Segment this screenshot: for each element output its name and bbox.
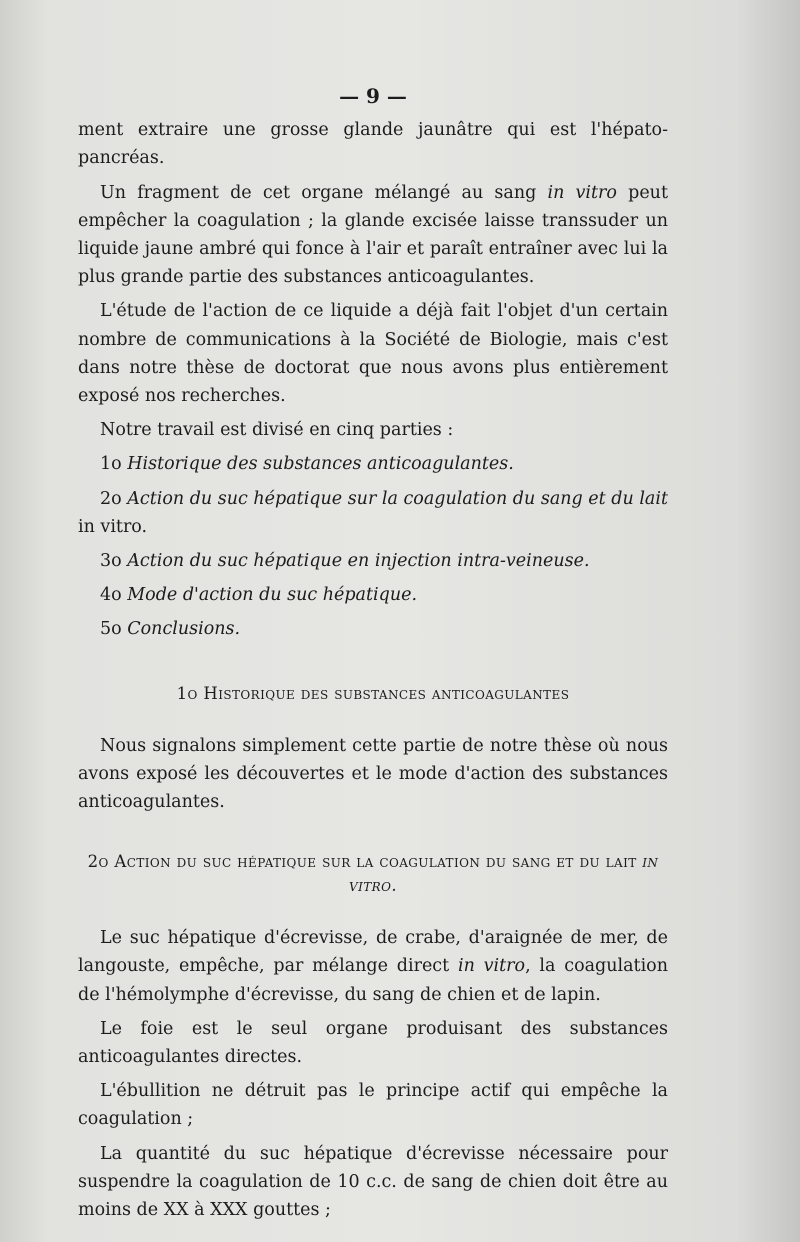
part-title: Action du suc hépatique sur la coagulation du sang et du lait: [127, 488, 668, 509]
part-number: 2o: [100, 488, 122, 509]
paragraph-8: L'ébullition ne détruit pas le principe actif qui empêche la coagulation ;: [78, 1081, 668, 1130]
part-title: Action du suc hépatique en injection intra-veineuse.: [127, 551, 590, 572]
list-item-part-5: [78, 615, 668, 643]
part-number: 4o: [100, 585, 122, 606]
list-item-part-1: [78, 450, 668, 478]
section-heading-2-text: 2o Action du suc hépatique sur la coagulation du sang et du lait: [87, 852, 637, 872]
paragraph-6-text-a: Le suc hépatique d'écrevisse, de crabe, d'araignée de mer, de langouste, empêche, par mélange direct: [78, 928, 668, 977]
paragraph-5: Nous signalons simplement cette partie de notre thèse où nous avons exposé les découvertes et le mode d'action des substances anticoagulantes.: [78, 735, 668, 813]
list-item-part-4: [78, 581, 668, 609]
page-number: — 9 —: [339, 84, 407, 108]
paragraph-1: ment extraire une grosse glande jaunâtre qui est l'hépato-pancréas.: [78, 120, 668, 169]
part-number: 3o: [100, 551, 122, 572]
paragraph-6: [78, 924, 668, 1009]
paragraph-2-text-b: peut empêcher la coagulation ; la glande excisée laisse transsuder un liquide jaune ambré qui fonce à l'air et paraît entraîner avec lui la plus grande partie des substances anticoagulantes.: [78, 182, 668, 288]
paragraph-7: Le foie est le seul organe produisant des substances anticoagulantes directes.: [78, 1018, 668, 1068]
paragraph-4: Notre travail est divisé en cinq parties :: [100, 420, 454, 441]
paragraph-6-text-b: , la coagulation de l'hémolymphe d'écrevisse, du sang de chien et de lapin.: [78, 956, 668, 1005]
section-heading-2-italic: in vitro.: [349, 852, 659, 896]
part-title: Conclusions.: [127, 619, 241, 640]
part-title: Mode d'action du suc hépatique.: [127, 585, 418, 606]
part-tail: in vitro.: [78, 516, 148, 537]
list-item-part-2: [78, 485, 668, 541]
paragraph-2-italic: in vitro: [547, 182, 617, 203]
part-number: 5o: [100, 619, 122, 640]
paragraph-2-text-a: Un fragment de cet organe mélangé au sang: [100, 182, 548, 203]
section-heading-1: 1o Historique des substances anticoagulantes: [176, 683, 570, 703]
part-title: Historique des substances anticoagulantes.: [127, 454, 514, 475]
page-content: [78, 82, 668, 1224]
paragraph-3: L'étude de l'action de ce liquide a déjà fait l'objet d'un certain nombre de communications à la Société de Biologie, mais c'est dans notre thèse de doctorat que nous avons plus entièrement exposé nos recherches.: [78, 301, 668, 407]
paragraph-6-italic: in vitro: [457, 956, 526, 977]
section-heading-2: [78, 850, 668, 898]
list-item-part-3: [78, 547, 668, 575]
paragraph-9: La quantité du suc hépatique d'écrevisse nécessaire pour suspendre la coagulation de 10 c.c. de sang de chien doit être au moins de XX à XXX gouttes ;: [78, 1143, 668, 1221]
part-number: 1o: [100, 454, 122, 475]
paragraph-2: [78, 179, 668, 292]
